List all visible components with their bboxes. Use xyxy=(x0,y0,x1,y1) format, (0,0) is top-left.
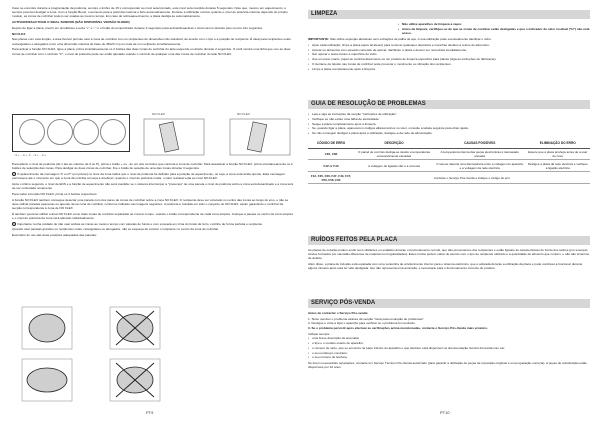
example-pot-correct-2 xyxy=(22,359,72,401)
troubleshooting-list xyxy=(308,112,590,135)
service-item: • uma breve descrição da anomalia; xyxy=(308,336,590,340)
noflex-title: NO FLEX xyxy=(12,31,26,36)
hob-figure xyxy=(12,108,292,158)
error-code-table xyxy=(308,139,590,184)
cleaning-item: • Use um pano macio, papel de cozinha absorvente ou um produto de limpeza específico para placas (siga as instruções do fabricante). xyxy=(308,57,590,61)
noflex-zone-illustration xyxy=(142,117,292,157)
cleaning-item: • Limpe a placa completamente após a limpeza. xyxy=(308,67,590,71)
cleaning-item: • O derrame de líquido nas zonas de cozinhar pode provocar o movimento ou vibração dos recipientes. xyxy=(308,62,590,66)
service-block xyxy=(308,311,590,371)
warning-icon-2: ! xyxy=(13,222,15,226)
cleaning-important: IMPORTANTE: Não utilize esponjas abrasivas nem esfregões de palha de aço. A sua utilização pode eventualmente danificar o vidro. xyxy=(308,37,492,42)
noise-paragraph-2: Além disso, a placa de indução está equipada com uma ventoinha de arrefecimento interno para o sistema eletrónico, que é activada durante a utilização da placa e pode continuar a funcionar durante alguns minutos após esta ter sido desligada. Isto não representa uma anomalia, é necessário para o funcionamento correcto do produto. xyxy=(308,262,583,271)
table-header: DESCRIÇÃO xyxy=(354,139,434,148)
sound-paragraph: Depois de ligar a placa, premir em simultâneo a tecla "+" e "-" e o botão do temporizador durante 3 segundos para activar/desactivar o sinal sonoro durante pelo menos três segundos. xyxy=(12,25,264,30)
flex-pan-right xyxy=(247,122,267,152)
example-pot-wrong-2 xyxy=(110,359,160,401)
cooking-zone-left-2 xyxy=(47,119,73,145)
panel-symbols: - 0 + · - 0 + · F · - 0 + · - 0 + xyxy=(14,154,46,157)
p-note: ! O aparecimento da mensagem "h ou P" (em piscar) no visor da zona indica que o nível de potência foi definido para a posição de aquecimento, ou seja, a zona está ainda quente. Esta mensagem permanece até o momento em que a zona da cozinha começa a arrefecer; quando o nível de potência muda, o calor residual volta ao nível NO FLEX. xyxy=(12,171,286,181)
important-note: ! Importante: tenha cuidado de não usar ambas as zonas ao mesmo tempo com panelas de fundo e com a panela em cima do fundo de ferro, cozinhe de forma perfeita o recipiente. xyxy=(13,221,263,226)
cooking-zone-right-2 xyxy=(100,119,126,145)
cleaning-block xyxy=(308,22,590,71)
troubleshooting-item: • Se, quando ligar a placa, aparecerem códigos alfanuméricos no visor, consulte a tabela seguinte para obter ajuda. xyxy=(308,126,590,130)
troubleshooting-block xyxy=(308,112,590,184)
cleaning-heading: LIMPEZA xyxy=(308,10,590,19)
table-row xyxy=(308,172,590,184)
left-paragraph-2: Após o último segundo, o nível de ENS e a função de aquecimento não será mantida; se o sistema interromper a "presença" de uma panela o nível de potência sobre a zona será desactivado e a zona terá de ser controlada novamente. xyxy=(12,181,293,190)
service-item: • o tipo e o modelo exacto do aparelho; xyxy=(308,341,590,345)
left-paragraph-7: Exemplos do uso das duas posições adequadas das panelas: xyxy=(12,233,97,237)
cleaning-item: • Sal, açúcar e areia riscam a superfície do vidro. xyxy=(308,52,590,56)
table-cell: A temperatura interna das peças electrónicas é demasiado elevada xyxy=(434,148,526,160)
troubleshooting-item: • Seque a placa completamente após a limpeza. xyxy=(308,122,590,126)
intro-paragraph: Caso se encontre durante a programação da potência, sempre o timbre de 15 s corresponder ao nível seleccionado, este nível será mantido durante 5 segundos. Note que, mesmo em aquecimento, é sempre possível desligar a zona. Com a função Boost, o aumento para a potência máxima é feito automaticamente. Durante a utilização normal, quando o nível de potência máximo depende do próprio modelo, as zonas de cozinhar podem ser usadas ao mesmo tempo. Em caso de sobreaquecimento, a placa desliga-se automaticamente. xyxy=(12,6,288,19)
service-step: 2. Desligue e volte a ligar o aparelho para verificar se o problema foi resolvido. xyxy=(308,321,416,326)
page-number-right: PT10 xyxy=(440,409,450,415)
troubleshooting-item: • Leia e siga as instruções da secção "Instruções de utilização". xyxy=(308,112,590,116)
cooking-zone-right xyxy=(73,119,99,145)
right-page xyxy=(300,0,600,423)
table-cell: F12, F25, F36, F37, F40, F47, F56, F58, F60 xyxy=(308,172,354,184)
service-item: • o seu número de telefone. xyxy=(308,355,590,359)
service-footer: Se forem necessárias reparações, contacte um Serviço Técnico Pós-Venda autorizado (para garantir a utilização de peças de reposição originais e uma reparação correcta). A peças de substituição estão disponíveis por 10 anos. xyxy=(308,360,587,370)
left-paragraph-4: A função NO FLEX também consegue detectar uma panela num dos pares de zonas de cozinhar sobre a zona NO FLEX. O recipiente deve ser colocado no centro das zonas ao longo do eixo, e não se deve utilizar panelas pequenas ou apenas numa zona de cozinhar, conforme indicado nas imagens seguintes. A potência é mantida em todo o conjunto do NO FLEX, assim garantindo o cozinhar da secção correspondente à zona de NO FLEX. xyxy=(12,197,289,210)
troubleshooting-item: • Se não conseguir desligar a placa após a utilização, desligue-a da rede de alimentação. xyxy=(308,131,590,135)
service-heading: SERVIÇO PÓS-VENDA xyxy=(308,299,590,308)
warning-icon: ! xyxy=(13,173,15,177)
service-step: 1. Tente resolver o problema através da secção "Guia para resolução de problemas". xyxy=(308,316,425,321)
noise-paragraph-1: As placas de indução podem emitir sons sibilantes ou estalidos durante o funcionamento normal, que são provenientes dos recipientes e estão ligados às características do fundo dos tachos (por exemplo, fundos formados por camadas diferentes de material ou irregularidades). Estes ruídos podem variar de acordo com o tipo de recipiente utilizado e a quantidade de alimento que contém, e não são sinónimo de defeito. xyxy=(308,248,590,261)
table-cell: Espere que a placa arrefeça antes de a usar de novo xyxy=(526,148,590,160)
cleaning-warnings xyxy=(398,22,590,35)
cleaning-item: • Açúcar ou alimentos com elevado conteúdo de açúcar, danificam a placa e devem ser removidos imediatamente. xyxy=(308,48,590,52)
table-row xyxy=(308,160,590,172)
cleaning-warning-1: • Não utilize aparelhos de limpeza a vapor. xyxy=(398,22,590,26)
cleaning-item: • Após cada utilização, limpe a placa (após arrefecer) para remover quaisquer depósitos e manchas devidos a restos de alimentos. xyxy=(308,43,590,47)
troubleshooting-heading: GUIA DE RESOLUÇÃO DE PROBLEMAS xyxy=(308,100,590,109)
flex-pan-left xyxy=(159,122,179,152)
cleaning-list xyxy=(308,43,590,71)
service-step: 3. Se o problema persistir após efectuar as verificações acima mencionadas, contacte o Serviço Pós-Venda mais próximo. xyxy=(308,325,488,330)
left-intro-block xyxy=(12,6,293,57)
noflex-label-left: NO FLEX xyxy=(152,112,165,116)
sound-title: ACTIVAR/DESACTIVAR O SINAL SONORO (NÃO DISPONÍVEL VERSÃO SLIDER) xyxy=(12,20,130,25)
table-row xyxy=(308,148,590,160)
page-number-left: PT9 xyxy=(146,409,154,415)
table-header: ELIMINAÇÃO DO ERRO xyxy=(526,139,590,148)
noise-block xyxy=(308,248,590,272)
service-item: • o número de série, que se encontra na parte inferior do aparelho e que também está disponível na documentação técnica fornecida com ele; xyxy=(308,346,590,350)
after-figure-paragraph: Para alterar o nível de potência (de 1 até ao máximo de 9 ou P), prima o botão + ou - de um dos controlos que controla a zona de cozinhar. Para desactivar a função NO FLEX, prima simultaneamente os 2 botões de selecção das zonas. Para desligar as duas zonas de cozinhar, fixe o botão de seleção de uma das zonas durante 3 segundos. xyxy=(12,162,293,171)
left-paragraph-5: É também possível utilizar a área NO FLEX como duas zonas de cozinhar separadas ao mesmo tempo, usando o botão correspondente de cada zona simples. Coloque a panela no centro da zona simples e o nível de potência da zona será alterado individualmente. xyxy=(12,211,294,220)
table-cell: O sensor detecta uma discrepância entre a voltagem do aparelho e a voltagem da rede eléctrica xyxy=(434,160,526,172)
left-paragraph-3: Para voltar à função NO FLEX, prima os 2 botões respectivos. xyxy=(12,191,98,196)
service-lead: Antes de contactar o Serviço Pós-venda: xyxy=(308,311,369,315)
example-pot-wrong-1 xyxy=(110,307,160,349)
table-header-row xyxy=(308,139,590,148)
table-cell: F42 or F43 xyxy=(308,160,354,172)
left-paragraph-6: Quando usar panelas grandes ou recipientes ovais, retangulares ou alongados, não se esqueça de colocar o recipiente no centro da zona de cozinhar. xyxy=(12,227,219,232)
table-cell: Desligue a placa da rede eléctrica e verifique a ligação eléctrica xyxy=(526,160,590,172)
noflex-label-right: NO FLEX xyxy=(237,112,250,116)
example-pot-correct-1 xyxy=(22,307,72,349)
table-cell: C81, C82 xyxy=(308,148,354,160)
noflex-paragraph: Nas placas com esta função, a área flexível permite usar a zona de cozinhar com os recipientes de dimensões não standard, de acordo com o tipo e a posição do recipiente. É ideal para recipientes ovais, rectangulares e alongados (com uma dimensão máxima de base de 38x23 cm) ou mais de um recipiente simultaneamente. xyxy=(12,37,292,46)
cleaning-warning-2: • Antes da limpeza, certifique-se de que as zonas de cozinhar estão desligadas e que o indicador de calor residual ("H") não está aceso. xyxy=(398,27,590,35)
pot-placement-examples xyxy=(20,305,200,405)
service-item: • o seu endereço completo; xyxy=(308,351,590,355)
service-list xyxy=(308,336,590,359)
table-cell: Contacte o Serviço Pós-Venda e indique o código do erro xyxy=(354,172,590,184)
service-indicate: Indique sempre: xyxy=(308,331,331,336)
table-cell: O painel de controlo desliga-se devido a temperaturas excessivamente elevadas xyxy=(354,148,434,160)
cooking-zone-left xyxy=(19,119,45,145)
table-header: CÓDIGO DE ERRO xyxy=(308,139,354,148)
noise-heading: RUÍDOS FEITOS PELA PLACA xyxy=(308,236,590,245)
troubleshooting-item: • Verifique se não existe uma falha de eletricidade. xyxy=(308,117,590,121)
table-header: CAUSAS POSSÍVEIS xyxy=(434,139,526,148)
left-body-block xyxy=(12,162,293,239)
hob-control-panel xyxy=(12,114,130,152)
noflex-paragraph-2: Para activar a função NO FLEX, ligue a placa, prima simultaneamente os 2 botões das duas zonas de cozinhar do lado esquerdo ou direito durante 2 segundos. O ecrã mostra uma linha que une as duas zonas de cozinhar com o símbolo "F", o nível de potência pode ser então ajustado usando o controlo de qualquer uma das zonas de cozinhar do lado NO FLEX. xyxy=(12,47,291,56)
table-cell: A voltagem de ligação não é a correcta xyxy=(354,160,434,172)
